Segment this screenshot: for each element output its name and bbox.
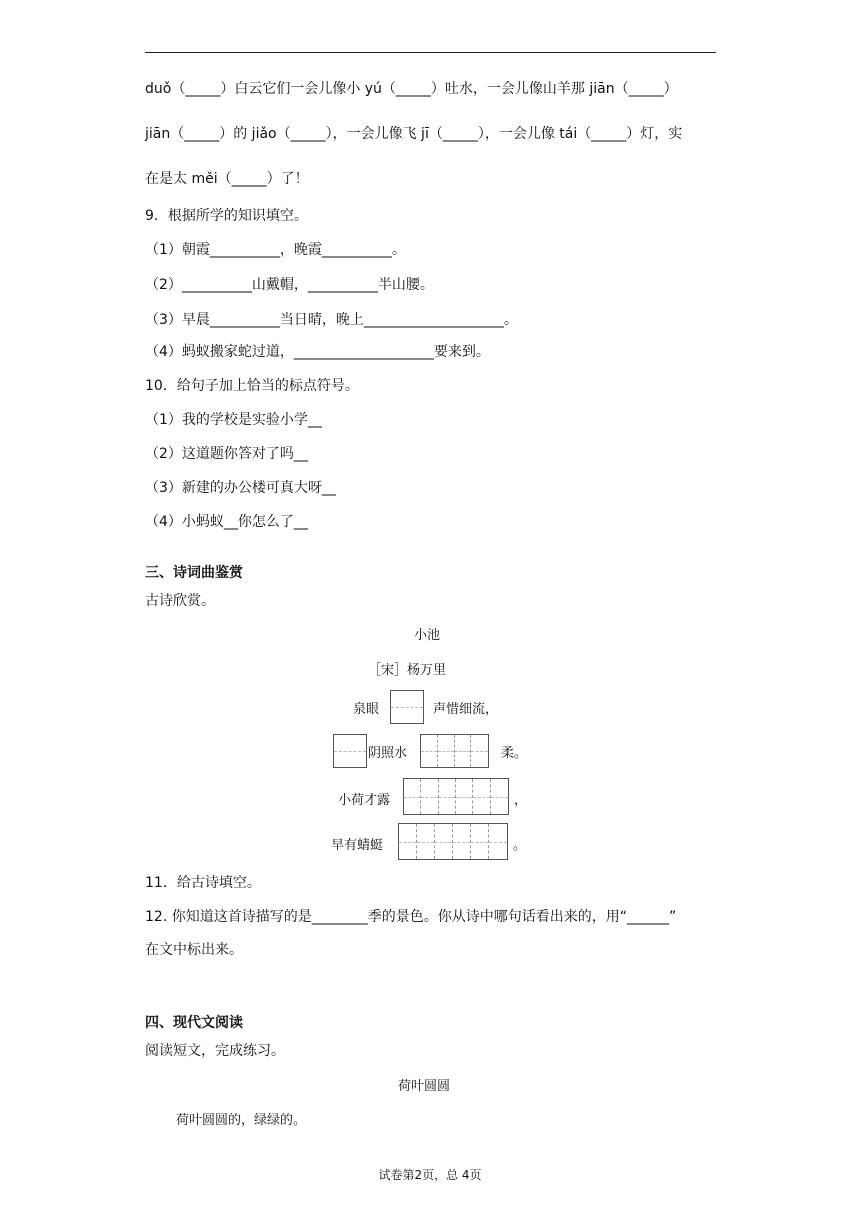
q12-line-1: 12. 你知道这首诗描写的是________季的景色。你从诗中哪句话看出来的，用“______”	[145, 909, 677, 925]
poem-blank-3[interactable]	[420, 734, 489, 768]
poem-title: 小池	[414, 628, 441, 643]
q10-item-2: （2）这道题你答对了吗__	[145, 446, 308, 462]
q9-item-3: （3）早晨__________当日晴，晚上____________________。	[145, 312, 518, 328]
poem-line-2-after: 柔。	[501, 746, 528, 761]
q8-line-2: jiān（_____）的 jiǎo（_____），一会儿像飞 jī（_____），一会儿像 tái（_____）灯，实	[145, 126, 683, 142]
page-footer: 试卷第2页，总 4页	[378, 1168, 482, 1182]
article-title: 荷叶圆圆	[398, 1079, 451, 1094]
q9-item-1: （1）朝霞__________，晚霞__________。	[145, 242, 406, 258]
q11: 11．给古诗填空。	[145, 875, 261, 891]
poem-line-1-after: 声惜细流，	[433, 702, 499, 717]
section-3-heading: 三、诗词曲鉴赏	[145, 565, 243, 581]
poem-line-3-before: 小荷才露	[338, 793, 391, 808]
poem-line-4-before: 早有蜻蜓	[331, 838, 384, 853]
q10-item-1: （1）我的学校是实验小学__	[145, 412, 322, 428]
q9-item-2: （2）__________山戴帽，__________半山腰。	[145, 277, 434, 293]
poem-line-2-middle: 阴照水	[368, 746, 408, 761]
poem-blank-2[interactable]	[333, 734, 367, 768]
q8-line-1: duǒ（_____）白云它们一会儿像小 yú（_____）吐水，一会儿像山羊那 jiān（_____）	[145, 81, 678, 97]
q12-line-2: 在文中标出来。	[145, 942, 243, 958]
poem-line-4-after: 。	[513, 838, 527, 853]
q9-item-4: （4）蚂蚁搬家蛇过道，____________________要来到。	[145, 344, 490, 360]
article-first-line: 荷叶圆圆的，绿绿的。	[176, 1113, 307, 1128]
q8-line-3: 在是太 měi（_____）了！	[145, 171, 309, 187]
section-3-intro: 古诗欣赏。	[145, 593, 215, 609]
poem-author: ［宋］杨万里	[368, 663, 447, 678]
q10-item-4: （4）小蚂蚁__你怎么了__	[145, 514, 308, 530]
poem-blank-5[interactable]	[398, 823, 508, 860]
poem-line-1-before: 泉眼	[353, 702, 380, 717]
q9-title: 9．根据所学的知识填空。	[145, 208, 308, 224]
poem-line-3-after: ，	[514, 793, 528, 808]
section-4-intro: 阅读短文，完成练习。	[145, 1043, 285, 1059]
q10-title: 10．给句子加上恰当的标点符号。	[145, 378, 359, 394]
poem-blank-4[interactable]	[403, 778, 509, 815]
section-4-heading: 四、现代文阅读	[145, 1015, 243, 1031]
header-rule	[145, 52, 716, 53]
poem-blank-1[interactable]	[390, 690, 424, 724]
q10-item-3: （3）新建的办公楼可真大呀__	[145, 480, 336, 496]
